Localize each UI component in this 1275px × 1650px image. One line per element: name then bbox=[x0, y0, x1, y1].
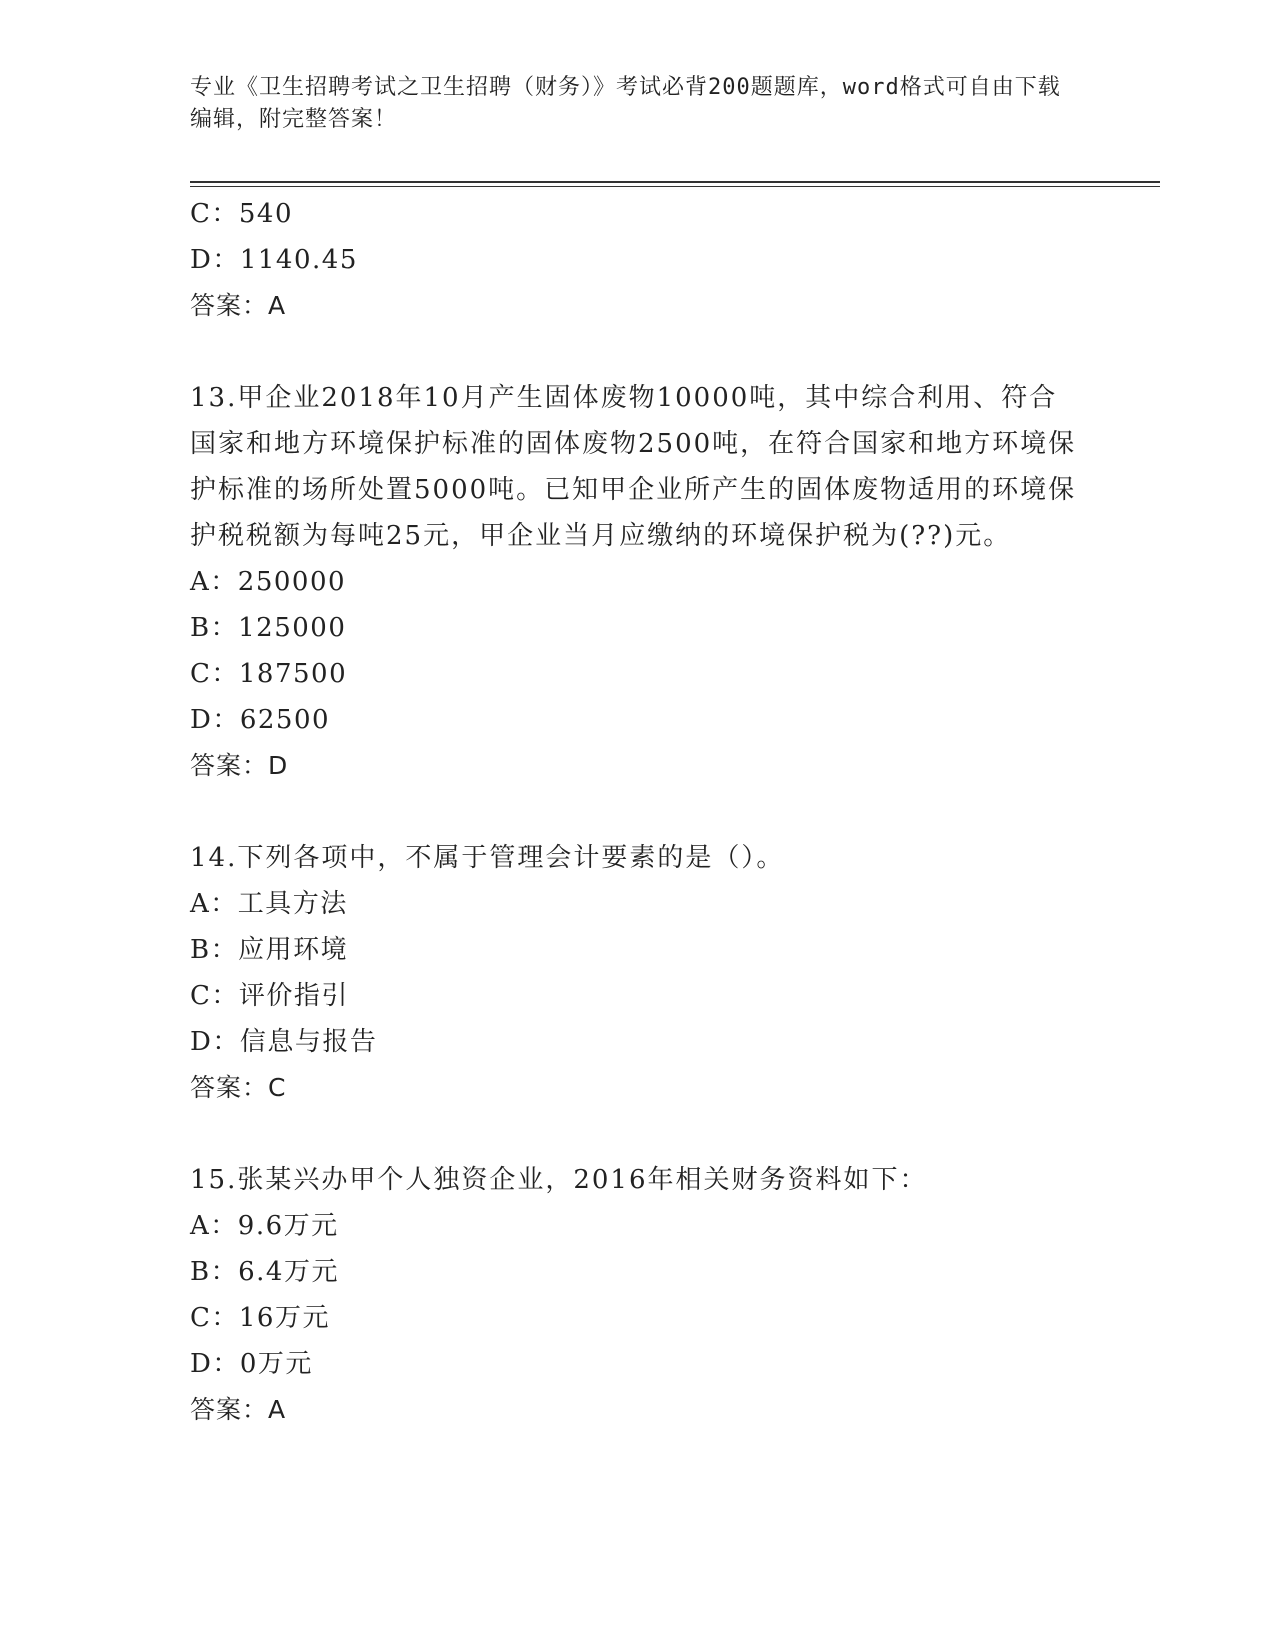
option-a: A：工具方法 bbox=[190, 889, 348, 919]
option-c: C：评价指引 bbox=[190, 981, 349, 1011]
option-d: D：信息与报告 bbox=[190, 1027, 378, 1057]
question-text: 15.张某兴办甲个人独资企业，2016年相关财务资料如下： bbox=[190, 1165, 928, 1195]
question-text: 14.下列各项中，不属于管理会计要素的是（）。 bbox=[190, 843, 785, 873]
question-text: 13.甲企业2018年10月产生固体废物10000吨，其中综合利用、符合国家和地方环境保护标准的固体废物2500吨，在符合国家和地方环境保护标准的场所处置5000吨。已知甲企业所产生的固体废物适用的环境保护税税额为每吨25元，甲企业当月应缴纳的环境保护税为(??)元。 bbox=[190, 383, 1077, 551]
option-b: B：6.4万元 bbox=[190, 1257, 339, 1287]
spacer bbox=[190, 1111, 1090, 1157]
option-b: B：125000 bbox=[190, 613, 347, 643]
option-c: C：187500 bbox=[190, 659, 348, 689]
answer-line: 答案：C bbox=[190, 1073, 287, 1102]
option-b: B：应用环境 bbox=[190, 935, 349, 965]
option-d: D：1140.45 bbox=[190, 245, 358, 275]
answer-line: 答案：D bbox=[190, 751, 289, 780]
option-a: A：250000 bbox=[190, 567, 347, 597]
question-14 bbox=[190, 835, 1090, 1111]
option-a: A：9.6万元 bbox=[190, 1211, 339, 1241]
question-13 bbox=[190, 375, 1090, 789]
question-list bbox=[190, 191, 1090, 1433]
header-divider-thin bbox=[190, 186, 1160, 187]
option-d: D：62500 bbox=[190, 705, 331, 735]
page-header: 专业《卫生招聘考试之卫生招聘（财务）》考试必背200题题库，word格式可自由下载编辑，附完整答案！ bbox=[190, 75, 1061, 132]
question-15 bbox=[190, 1157, 1090, 1433]
question-12-tail bbox=[190, 191, 1090, 329]
answer-line: 答案：A bbox=[190, 1395, 287, 1424]
answer-line: 答案：A bbox=[190, 291, 287, 320]
header-divider-thick bbox=[190, 181, 1160, 183]
spacer bbox=[190, 329, 1090, 375]
spacer bbox=[190, 789, 1090, 835]
option-d: D：0万元 bbox=[190, 1349, 313, 1379]
option-c: C：16万元 bbox=[190, 1303, 330, 1333]
option-c: C：540 bbox=[190, 199, 294, 229]
